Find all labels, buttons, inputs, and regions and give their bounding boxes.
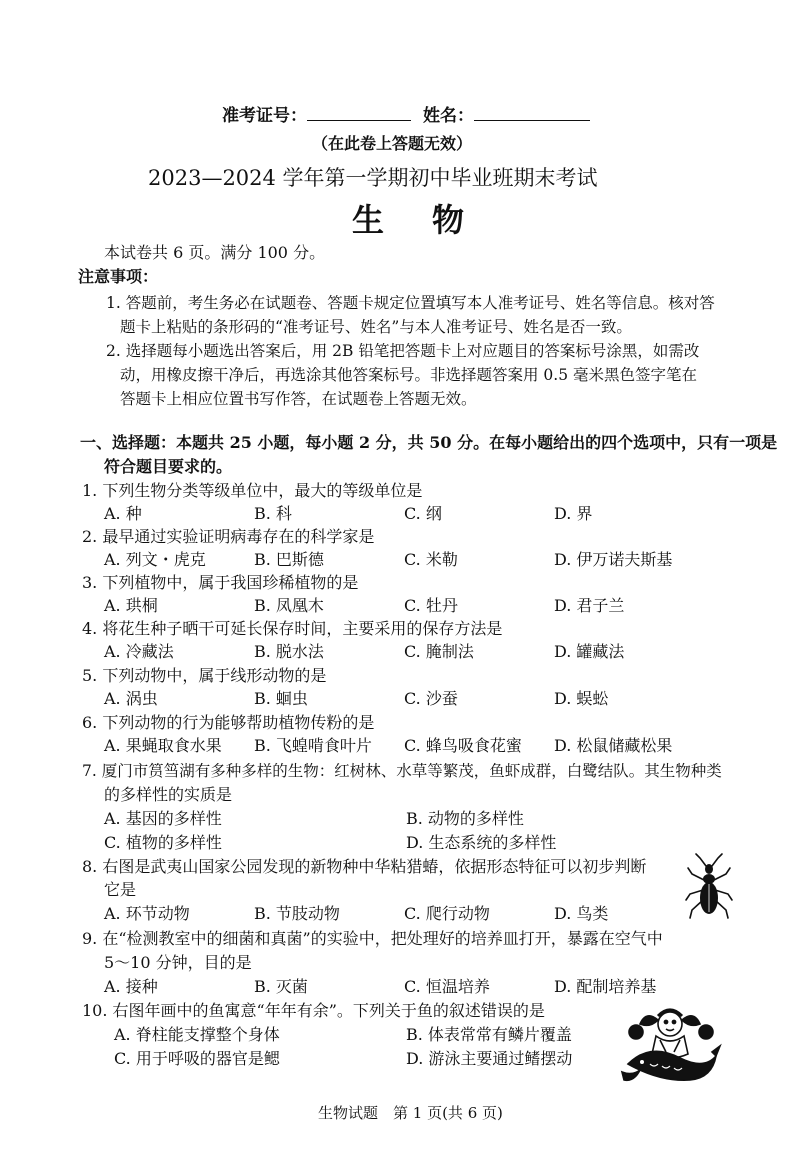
- option: A. 脊柱能支撑整个身体: [114, 1025, 280, 1044]
- question-stem-cont: 5～10 分钟，目的是: [104, 953, 252, 972]
- exam-id-label: 准考证号：: [222, 106, 307, 126]
- option: D. 鸟类: [554, 904, 609, 923]
- name-label: 姓名：: [423, 106, 474, 126]
- option: A. 珙桐: [104, 596, 158, 615]
- question-stem: 5. 下列动物中，属于线形动物的是: [82, 666, 327, 685]
- option: D. 游泳主要通过鳍摆动: [406, 1049, 573, 1068]
- question-stem: 8. 右图是武夷山国家公园发现的新物种中华粘猎蝽，依据形态特征可以初步判断: [82, 857, 647, 876]
- instruction-line: 2. 选择题每小题选出答案后，用 2B 铅笔把答题卡上对应题目的答案标号涂黑，如需改: [106, 342, 700, 360]
- option: C. 纲: [404, 504, 442, 523]
- section-heading-cont: 符合题目要求的。: [104, 457, 233, 476]
- option: A. 环节动物: [104, 904, 190, 923]
- option: C. 牡丹: [404, 596, 458, 615]
- option: C. 蜂鸟吸食花蜜: [404, 736, 522, 755]
- option: C. 沙蚕: [404, 689, 458, 708]
- option: B. 飞蝗啃食叶片: [254, 736, 372, 755]
- option: B. 巴斯德: [254, 550, 324, 569]
- option: A. 种: [104, 504, 142, 523]
- question-stem: 10. 右图年画中的鱼寓意“年年有余”。下列关于鱼的叙述错误的是: [82, 1001, 545, 1020]
- option: A. 果蝇取食水果: [104, 736, 222, 755]
- option: B. 脱水法: [254, 642, 324, 661]
- option: D. 伊万诺夫斯基: [554, 550, 673, 569]
- new-year-painting-figure: [620, 1002, 722, 1086]
- name-blank: [474, 104, 590, 121]
- option: B. 节肢动物: [254, 904, 340, 923]
- instruction-line: 题卡上粘贴的条形码的“准考证号、姓名”与本人准考证号、姓名是否一致。: [120, 318, 632, 336]
- option: B. 体表常常有鳞片覆盖: [406, 1025, 572, 1044]
- notice-text: （在此卷上答题无效）: [312, 134, 473, 153]
- instruction-line: 1. 答题前，考生务必在试题卷、答题卡规定位置填写本人准考证号、姓名等信息。核对答: [106, 294, 715, 312]
- instruction-line: 答题卡上相应位置书写作答，在试题卷上答题无效。: [120, 390, 477, 408]
- option: C. 米勒: [404, 550, 458, 569]
- question-stem: 7. 厦门市筼筜湖有多种多样的生物：红树林、水草等繁茂，鱼虾成群，白鹭结队。其生物种类: [82, 762, 722, 780]
- option: B. 凤凰木: [254, 596, 324, 615]
- instruction-line: 动，用橡皮擦干净后，再选涂其他答案标号。非选择题答案用 0.5 毫米黑色签字笔在: [120, 366, 698, 384]
- option: D. 界: [554, 504, 593, 523]
- subject-title: 生 物: [352, 201, 473, 239]
- option: C. 植物的多样性: [104, 833, 222, 852]
- option: D. 松鼠储藏松果: [554, 736, 673, 755]
- option: C. 用于呼吸的器官是鳃: [114, 1049, 280, 1068]
- question-stem: 4. 将花生种子晒干可延长保存时间，主要采用的保存方法是: [82, 619, 503, 638]
- option: B. 动物的多样性: [406, 809, 524, 828]
- option: D. 配制培养基: [554, 977, 657, 996]
- section-heading: 一、选择题：本题共 25 小题，每小题 2 分，共 50 分。在每小题给出的四个选项中，只有一项是: [80, 433, 778, 452]
- option: A. 基因的多样性: [104, 809, 222, 828]
- question-stem: 3. 下列植物中，属于我国珍稀植物的是: [82, 573, 359, 592]
- option: D. 罐藏法: [554, 642, 625, 661]
- option: C. 爬行动物: [404, 904, 490, 923]
- exam-info: 本试卷共 6 页。满分 100 分。: [104, 243, 326, 262]
- option: D. 生态系统的多样性: [406, 833, 557, 852]
- exam-id-blank: [307, 104, 411, 121]
- question-stem: 2. 最早通过实验证明病毒存在的科学家是: [82, 527, 375, 546]
- question-stem: 6. 下列动物的行为能够帮助植物传粉的是: [82, 713, 375, 732]
- instructions-heading: 注意事项：: [78, 267, 159, 286]
- option: C. 恒温培养: [404, 977, 490, 996]
- option: A. 涡虫: [104, 689, 158, 708]
- option: A. 列文・虎克: [104, 550, 206, 569]
- option: D. 君子兰: [554, 596, 625, 615]
- option: D. 蜈蚣: [554, 689, 609, 708]
- option: A. 接种: [104, 977, 158, 996]
- option: A. 冷藏法: [104, 642, 174, 661]
- question-stem-cont: 的多样性的实质是: [104, 785, 233, 804]
- option: B. 科: [254, 504, 292, 523]
- question-stem: 9. 在“检测教室中的细菌和真菌”的实验中，把处理好的培养皿打开，暴露在空气中: [82, 929, 663, 948]
- exam-title: 2023—2024 学年第一学期初中毕业班期末考试: [148, 166, 598, 190]
- insect-figure: [684, 852, 734, 924]
- option: C. 腌制法: [404, 642, 474, 661]
- question-stem: 1. 下列生物分类等级单位中，最大的等级单位是: [82, 481, 423, 500]
- question-stem-cont: 它是: [104, 880, 137, 899]
- page-footer: 生物试题 第 1 页(共 6 页): [318, 1104, 503, 1122]
- option: B. 蛔虫: [254, 689, 308, 708]
- exam-id-row: [222, 104, 590, 127]
- option: B. 灭菌: [254, 977, 308, 996]
